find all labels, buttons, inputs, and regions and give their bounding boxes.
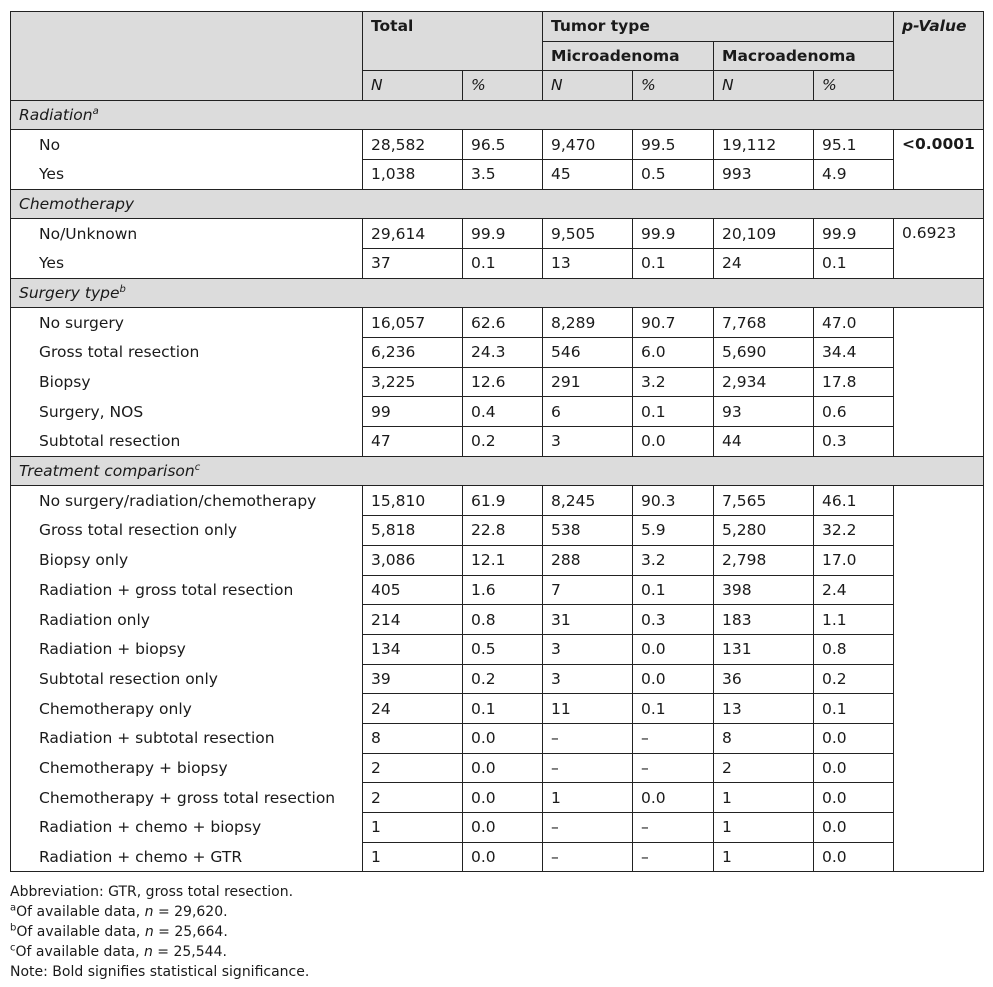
cell-total-n: 2 bbox=[363, 783, 463, 813]
footnote-a-text: Of available data, bbox=[16, 904, 145, 920]
cell-micro-pct: – bbox=[633, 813, 714, 843]
table-row bbox=[11, 219, 984, 249]
header-total: Total bbox=[363, 12, 543, 71]
footnote-c-text: Of available data, bbox=[15, 944, 144, 960]
row-label: Yes bbox=[11, 159, 363, 189]
row-label: Subtotal resection only bbox=[11, 664, 363, 694]
cell-macro-pct: 0.2 bbox=[814, 664, 894, 694]
cell-total-n: 16,057 bbox=[363, 308, 463, 338]
header-label-cell bbox=[11, 12, 363, 101]
pvalue-cell bbox=[894, 219, 984, 278]
cell-total-pct: 96.5 bbox=[463, 130, 543, 160]
table-row bbox=[11, 723, 984, 753]
cell-total-n: 214 bbox=[363, 605, 463, 635]
row-label: Radiation + gross total resection bbox=[11, 575, 363, 605]
cell-micro-n: 9,505 bbox=[543, 219, 633, 249]
cell-macro-n: 2,798 bbox=[714, 545, 814, 575]
cell-total-pct: 99.9 bbox=[463, 219, 543, 249]
footnote-a bbox=[10, 902, 309, 922]
cell-micro-pct: 99.9 bbox=[633, 219, 714, 249]
cell-micro-n: 291 bbox=[543, 367, 633, 397]
cell-total-pct: 0.8 bbox=[463, 605, 543, 635]
footnote-b bbox=[10, 922, 309, 942]
cell-total-pct: 0.4 bbox=[463, 397, 543, 427]
cell-total-pct: 3.5 bbox=[463, 159, 543, 189]
cell-macro-n: 7,565 bbox=[714, 486, 814, 516]
cell-macro-pct: 0.6 bbox=[814, 397, 894, 427]
cell-total-pct: 62.6 bbox=[463, 308, 543, 338]
footnote-b-text: Of available data, bbox=[16, 924, 145, 940]
cell-micro-n: 546 bbox=[543, 338, 633, 368]
cell-micro-pct: 0.0 bbox=[633, 427, 714, 457]
cell-macro-pct: 32.2 bbox=[814, 516, 894, 546]
cell-macro-pct: 0.8 bbox=[814, 634, 894, 664]
cell-total-n: 29,614 bbox=[363, 219, 463, 249]
table-row bbox=[11, 605, 984, 635]
header-macro-pct: % bbox=[814, 71, 894, 101]
section-header-row bbox=[11, 456, 984, 486]
cell-macro-n: 1 bbox=[714, 842, 814, 872]
row-label: Yes bbox=[11, 248, 363, 278]
cell-total-n: 24 bbox=[363, 694, 463, 724]
cell-macro-n: 44 bbox=[714, 427, 814, 457]
cell-micro-pct: 90.7 bbox=[633, 308, 714, 338]
footnote-c-value: = 25,544. bbox=[152, 944, 227, 960]
header-pvalue-text: p-Value bbox=[902, 17, 967, 35]
cell-macro-n: 7,768 bbox=[714, 308, 814, 338]
cell-macro-pct: 17.8 bbox=[814, 367, 894, 397]
row-label: Radiation + chemo + GTR bbox=[11, 842, 363, 872]
cell-total-n: 3,225 bbox=[363, 367, 463, 397]
cell-total-pct: 0.0 bbox=[463, 753, 543, 783]
cell-total-pct: 24.3 bbox=[463, 338, 543, 368]
cell-macro-pct: 99.9 bbox=[814, 219, 894, 249]
pvalue-cell bbox=[894, 130, 984, 189]
cell-micro-n: 6 bbox=[543, 397, 633, 427]
table-row bbox=[11, 545, 984, 575]
header-total-n: N bbox=[363, 71, 463, 101]
cell-micro-n: 11 bbox=[543, 694, 633, 724]
row-label: Radiation + biopsy bbox=[11, 634, 363, 664]
table-row bbox=[11, 248, 984, 278]
section-title bbox=[11, 278, 984, 308]
footnote-note: Note: Bold signifies statistical significance. bbox=[10, 964, 310, 980]
cell-macro-pct: 46.1 bbox=[814, 486, 894, 516]
cell-micro-pct: 5.9 bbox=[633, 516, 714, 546]
row-label: Chemotherapy + gross total resection bbox=[11, 783, 363, 813]
section-footnote-mark: a bbox=[92, 105, 99, 117]
table-row bbox=[11, 783, 984, 813]
cell-macro-n: 19,112 bbox=[714, 130, 814, 160]
cell-macro-pct: 0.1 bbox=[814, 248, 894, 278]
cell-micro-pct: 90.3 bbox=[633, 486, 714, 516]
table-row bbox=[11, 367, 984, 397]
footnote-c-n: n bbox=[143, 944, 153, 960]
cell-macro-n: 183 bbox=[714, 605, 814, 635]
cell-micro-pct: – bbox=[633, 723, 714, 753]
footnote-b-mark: b bbox=[10, 922, 17, 934]
cell-macro-n: 1 bbox=[714, 783, 814, 813]
cell-macro-pct: 2.4 bbox=[814, 575, 894, 605]
cell-macro-n: 8 bbox=[714, 723, 814, 753]
table-row bbox=[11, 397, 984, 427]
section-footnote-mark: b bbox=[119, 283, 126, 295]
cell-micro-pct: 0.5 bbox=[633, 159, 714, 189]
cell-total-pct: 22.8 bbox=[463, 516, 543, 546]
cell-micro-n: – bbox=[543, 813, 633, 843]
header-row-1 bbox=[11, 12, 984, 42]
pvalue-cell bbox=[894, 486, 984, 872]
table-row bbox=[11, 842, 984, 872]
section-header-row bbox=[11, 189, 984, 219]
header-tumor-type: Tumor type bbox=[543, 12, 894, 42]
cell-micro-pct: 0.1 bbox=[633, 248, 714, 278]
cell-micro-pct: 0.1 bbox=[633, 397, 714, 427]
cell-macro-pct: 47.0 bbox=[814, 308, 894, 338]
section-footnote-mark: c bbox=[194, 461, 201, 473]
row-label: Chemotherapy + biopsy bbox=[11, 753, 363, 783]
section-title-text: Surgery type bbox=[19, 283, 120, 302]
cell-total-n: 1,038 bbox=[363, 159, 463, 189]
cell-micro-n: – bbox=[543, 723, 633, 753]
section-title bbox=[11, 100, 984, 130]
cell-micro-n: 9,470 bbox=[543, 130, 633, 160]
treatment-table bbox=[10, 11, 984, 872]
cell-macro-pct: 17.0 bbox=[814, 545, 894, 575]
section-title bbox=[11, 456, 984, 486]
cell-total-n: 6,236 bbox=[363, 338, 463, 368]
cell-total-n: 47 bbox=[363, 427, 463, 457]
footnote-b-n: n bbox=[144, 924, 154, 940]
cell-macro-n: 2 bbox=[714, 753, 814, 783]
cell-total-n: 37 bbox=[363, 248, 463, 278]
cell-total-pct: 12.1 bbox=[463, 545, 543, 575]
row-label: No/Unknown bbox=[11, 219, 363, 249]
table-row bbox=[11, 753, 984, 783]
cell-micro-pct: 0.0 bbox=[633, 783, 714, 813]
header-micro-pct: % bbox=[633, 71, 714, 101]
cell-total-pct: 0.0 bbox=[463, 813, 543, 843]
cell-micro-n: 45 bbox=[543, 159, 633, 189]
footnote-b-value: = 25,664. bbox=[153, 924, 228, 940]
header-micro-n: N bbox=[543, 71, 633, 101]
cell-macro-n: 2,934 bbox=[714, 367, 814, 397]
row-label: Subtotal resection bbox=[11, 427, 363, 457]
section-title-text: Radiation bbox=[19, 105, 93, 124]
results-table-container bbox=[10, 11, 983, 872]
section-title-text: Treatment comparison bbox=[19, 462, 195, 481]
cell-total-pct: 0.2 bbox=[463, 427, 543, 457]
table-row bbox=[11, 516, 984, 546]
row-label: No surgery bbox=[11, 308, 363, 338]
pvalue-text: 0.6923 bbox=[902, 224, 957, 243]
cell-micro-pct: 0.1 bbox=[633, 694, 714, 724]
cell-micro-pct: – bbox=[633, 753, 714, 783]
row-label: Biopsy only bbox=[11, 545, 363, 575]
cell-micro-n: 31 bbox=[543, 605, 633, 635]
cell-macro-pct: 34.4 bbox=[814, 338, 894, 368]
row-label: No surgery/radiation/chemotherapy bbox=[11, 486, 363, 516]
cell-total-n: 3,086 bbox=[363, 545, 463, 575]
cell-macro-n: 5,690 bbox=[714, 338, 814, 368]
cell-macro-pct: 0.0 bbox=[814, 783, 894, 813]
cell-macro-n: 5,280 bbox=[714, 516, 814, 546]
cell-total-pct: 0.2 bbox=[463, 664, 543, 694]
cell-micro-pct: 99.5 bbox=[633, 130, 714, 160]
cell-micro-pct: 0.3 bbox=[633, 605, 714, 635]
section-title bbox=[11, 189, 984, 219]
footnote-a-mark: a bbox=[10, 902, 17, 914]
cell-macro-n: 36 bbox=[714, 664, 814, 694]
table-row bbox=[11, 575, 984, 605]
footnote-a-n: n bbox=[144, 904, 154, 920]
cell-macro-n: 24 bbox=[714, 248, 814, 278]
cell-micro-n: 288 bbox=[543, 545, 633, 575]
cell-macro-n: 1 bbox=[714, 813, 814, 843]
row-label: Surgery, NOS bbox=[11, 397, 363, 427]
section-title-text: Chemotherapy bbox=[19, 194, 135, 213]
cell-micro-n: 13 bbox=[543, 248, 633, 278]
cell-total-pct: 0.5 bbox=[463, 634, 543, 664]
cell-micro-pct: 0.1 bbox=[633, 575, 714, 605]
cell-macro-pct: 0.1 bbox=[814, 694, 894, 724]
cell-micro-n: – bbox=[543, 842, 633, 872]
cell-macro-pct: 0.0 bbox=[814, 813, 894, 843]
footnote-a-value: = 29,620. bbox=[153, 904, 228, 920]
pvalue-cell bbox=[894, 308, 984, 456]
table-row bbox=[11, 813, 984, 843]
table-row bbox=[11, 308, 984, 338]
cell-total-pct: 0.1 bbox=[463, 694, 543, 724]
footnote-c bbox=[10, 942, 309, 962]
cell-macro-n: 398 bbox=[714, 575, 814, 605]
cell-total-n: 405 bbox=[363, 575, 463, 605]
cell-macro-pct: 0.0 bbox=[814, 842, 894, 872]
table-row bbox=[11, 664, 984, 694]
cell-total-pct: 0.0 bbox=[463, 842, 543, 872]
cell-total-n: 1 bbox=[363, 813, 463, 843]
cell-micro-n: 8,289 bbox=[543, 308, 633, 338]
cell-micro-n: 538 bbox=[543, 516, 633, 546]
cell-total-n: 39 bbox=[363, 664, 463, 694]
table-row bbox=[11, 159, 984, 189]
cell-macro-n: 20,109 bbox=[714, 219, 814, 249]
cell-total-n: 15,810 bbox=[363, 486, 463, 516]
row-label: Biopsy bbox=[11, 367, 363, 397]
cell-micro-pct: 3.2 bbox=[633, 367, 714, 397]
row-label: No bbox=[11, 130, 363, 160]
table-row bbox=[11, 427, 984, 457]
cell-micro-n: 3 bbox=[543, 664, 633, 694]
cell-total-n: 2 bbox=[363, 753, 463, 783]
cell-total-n: 28,582 bbox=[363, 130, 463, 160]
cell-micro-n: 8,245 bbox=[543, 486, 633, 516]
cell-total-n: 8 bbox=[363, 723, 463, 753]
cell-total-pct: 0.0 bbox=[463, 783, 543, 813]
cell-macro-pct: 0.0 bbox=[814, 723, 894, 753]
header-macro-n: N bbox=[714, 71, 814, 101]
cell-micro-n: – bbox=[543, 753, 633, 783]
cell-macro-pct: 0.0 bbox=[814, 753, 894, 783]
cell-total-pct: 12.6 bbox=[463, 367, 543, 397]
cell-macro-n: 131 bbox=[714, 634, 814, 664]
table-footnotes bbox=[10, 882, 309, 982]
cell-macro-n: 13 bbox=[714, 694, 814, 724]
row-label: Gross total resection only bbox=[11, 516, 363, 546]
cell-macro-pct: 1.1 bbox=[814, 605, 894, 635]
section-header-row bbox=[11, 100, 984, 130]
cell-micro-pct: – bbox=[633, 842, 714, 872]
section-header-row bbox=[11, 278, 984, 308]
cell-micro-pct: 0.0 bbox=[633, 634, 714, 664]
header-microadenoma: Microadenoma bbox=[543, 41, 714, 71]
cell-micro-n: 3 bbox=[543, 427, 633, 457]
row-label: Chemotherapy only bbox=[11, 694, 363, 724]
header-total-pct: % bbox=[463, 71, 543, 101]
table-row bbox=[11, 486, 984, 516]
row-label: Radiation only bbox=[11, 605, 363, 635]
cell-micro-pct: 0.0 bbox=[633, 664, 714, 694]
cell-total-pct: 61.9 bbox=[463, 486, 543, 516]
cell-macro-n: 993 bbox=[714, 159, 814, 189]
cell-micro-n: 1 bbox=[543, 783, 633, 813]
cell-total-pct: 0.0 bbox=[463, 723, 543, 753]
header-pvalue bbox=[894, 12, 984, 101]
footnote-abbreviation: Abbreviation: GTR, gross total resection. bbox=[10, 884, 294, 900]
row-label: Gross total resection bbox=[11, 338, 363, 368]
footnote-c-mark: c bbox=[10, 942, 16, 954]
cell-micro-pct: 6.0 bbox=[633, 338, 714, 368]
table-row bbox=[11, 634, 984, 664]
cell-micro-n: 7 bbox=[543, 575, 633, 605]
pvalue-text: <0.0001 bbox=[902, 135, 975, 154]
cell-macro-pct: 0.3 bbox=[814, 427, 894, 457]
cell-total-n: 1 bbox=[363, 842, 463, 872]
table-row bbox=[11, 694, 984, 724]
cell-macro-n: 93 bbox=[714, 397, 814, 427]
table-body bbox=[11, 12, 984, 872]
cell-total-n: 134 bbox=[363, 634, 463, 664]
row-label: Radiation + chemo + biopsy bbox=[11, 813, 363, 843]
header-macroadenoma: Macroadenoma bbox=[714, 41, 894, 71]
table-row bbox=[11, 130, 984, 160]
cell-macro-pct: 95.1 bbox=[814, 130, 894, 160]
table-row bbox=[11, 338, 984, 368]
row-label: Radiation + subtotal resection bbox=[11, 723, 363, 753]
cell-total-pct: 1.6 bbox=[463, 575, 543, 605]
cell-total-pct: 0.1 bbox=[463, 248, 543, 278]
cell-total-n: 5,818 bbox=[363, 516, 463, 546]
cell-macro-pct: 4.9 bbox=[814, 159, 894, 189]
cell-micro-pct: 3.2 bbox=[633, 545, 714, 575]
cell-micro-n: 3 bbox=[543, 634, 633, 664]
cell-total-n: 99 bbox=[363, 397, 463, 427]
